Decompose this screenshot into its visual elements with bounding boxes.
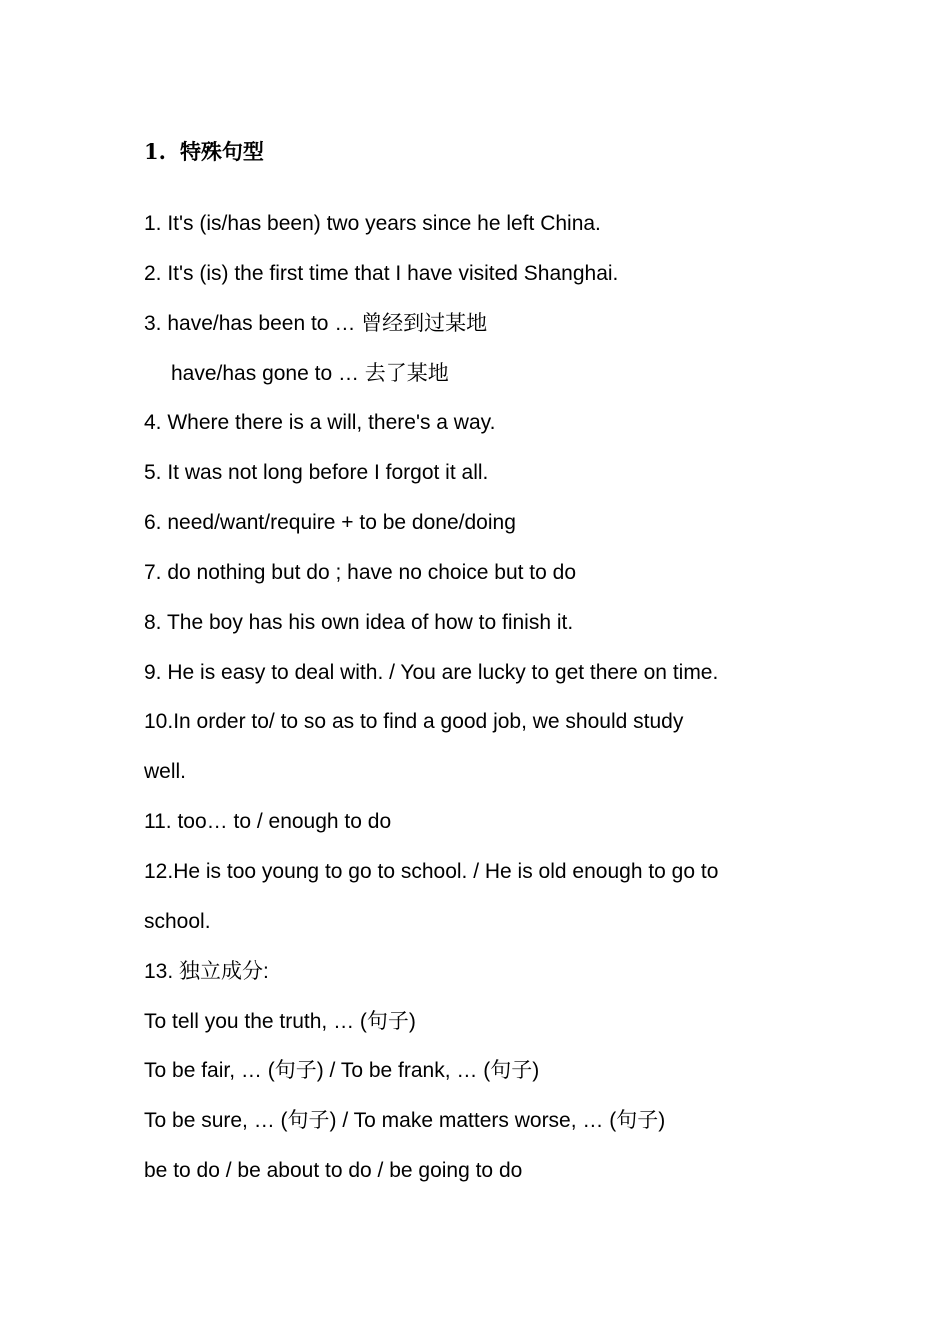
- example-line: To be fair, … (句子) / To be frank, … (句子): [144, 1059, 540, 1083]
- section-title: 特殊句型: [179, 139, 264, 164]
- sentence-pattern-list: [144, 199, 824, 1196]
- example-line: To be sure, … (句子) / To make matters worse, … (句子): [144, 1109, 666, 1133]
- list-item-continuation: school.: [144, 909, 211, 933]
- list-item: 3. have/has been to … 曾经到过某地: [144, 311, 488, 335]
- list-item: 2. It's (is) the first time that I have visited Shanghai.: [144, 261, 619, 285]
- list-item: 6. need/want/require + to be done/doing: [144, 511, 516, 535]
- section-heading: [144, 136, 264, 166]
- list-item: 9. He is easy to deal with. / You are lucky to get there on time.: [144, 660, 719, 684]
- example-line: be to do / be about to do / be going to do: [144, 1159, 523, 1183]
- list-item: 7. do nothing but do ; have no choice but to do: [144, 560, 576, 584]
- list-item: 1. It's (is/has been) two years since he left China.: [144, 212, 601, 235]
- list-item: 10.In order to/ to so as to find a good job, we should study: [144, 710, 684, 734]
- list-item: 8. The boy has his own idea of how to finish it.: [144, 610, 574, 634]
- list-item: 11. too… to / enough to do: [144, 810, 392, 834]
- list-item-continuation: well.: [144, 760, 187, 784]
- list-item: 4. Where there is a will, there's a way.: [144, 411, 496, 435]
- example-line: To tell you the truth, … (句子): [144, 1009, 416, 1033]
- list-item: 12.He is too young to go to school. / He is old enough to go to: [144, 859, 719, 883]
- list-item: 13. 独立成分:: [144, 959, 269, 983]
- list-item-continuation: have/has gone to … 去了某地: [171, 361, 449, 385]
- list-item: 5. It was not long before I forgot it all.: [144, 461, 489, 485]
- section-number: 1.: [144, 139, 166, 164]
